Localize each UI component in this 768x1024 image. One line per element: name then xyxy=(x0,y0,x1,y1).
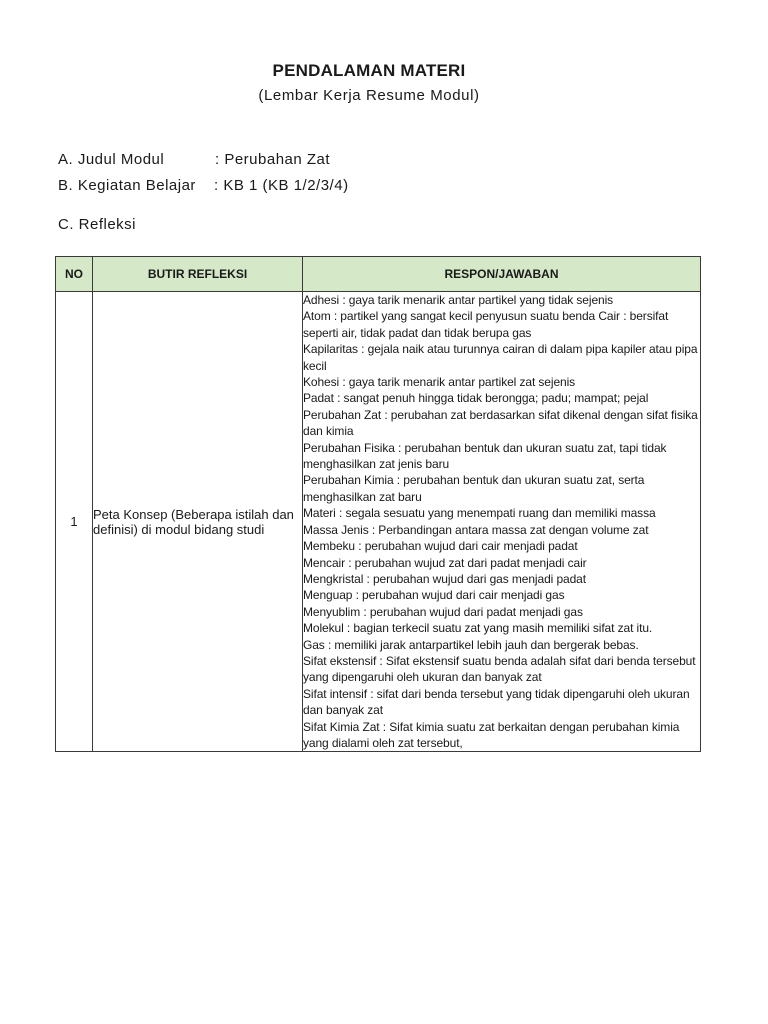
table-row xyxy=(56,292,701,752)
respon-entry: Membeku : perubahan wujud dari cair menjadi padat xyxy=(303,539,578,554)
respon-entry: Mengkristal : perubahan wujud dari gas menjadi padat xyxy=(303,571,586,586)
header-respon-jawaban: RESPON/JAWABAN xyxy=(303,257,701,292)
judul-modul-value: : Perubahan Zat xyxy=(215,151,331,168)
respon-entry: Perubahan Fisika : perubahan bentuk dan ukuran suatu zat, tapi tidak menghasilkan zat jenis baru xyxy=(303,440,667,472)
respon-entry: Padat : sangat penuh hingga tidak berongga; padu; mampat; pejal xyxy=(303,391,649,406)
judul-modul-label: A. Judul Modul xyxy=(58,151,165,168)
header-butir-refleksi: BUTIR REFLEKSI xyxy=(93,257,303,292)
respon-jawaban-cell xyxy=(303,292,701,752)
respon-entry: Sifat intensif : sifat dari benda tersebut yang tidak dipengaruhi oleh ukuran dan banyak zat xyxy=(303,686,690,718)
respon-entry: Materi : segala sesuatu yang menempati ruang dan memiliki massa xyxy=(303,506,656,521)
table-header-row xyxy=(56,257,701,292)
respon-entry: Menyublim : perubahan wujud dari padat menjadi gas xyxy=(303,604,583,619)
kegiatan-belajar-value: : KB 1 (KB 1/2/3/4) xyxy=(214,177,349,194)
respon-entry: Sifat Kimia Zat : Sifat kimia suatu zat berkaitan dengan perubahan kimia yang dialami oleh zat tersebut, xyxy=(303,719,680,750)
respon-entry: Adhesi : gaya tarik menarik antar partikel yang tidak sejenis xyxy=(303,293,614,307)
respon-entry: Molekul : bagian terkecil suatu zat yang masih memiliki sifat zat itu. xyxy=(303,621,653,636)
refleksi-table xyxy=(55,256,701,752)
respon-entry: Mencair : perubahan wujud zat dari padat menjadi cair xyxy=(303,555,587,570)
page-subtitle: (Lembar Kerja Resume Modul) xyxy=(258,87,480,104)
butir-refleksi-cell: Peta Konsep (Beberapa istilah dan definisi) di modul bidang studi xyxy=(93,292,303,752)
header-no: NO xyxy=(56,257,93,292)
respon-entry: Perubahan Kimia : perubahan bentuk dan ukuran suatu zat, serta menghasilkan zat baru xyxy=(303,473,645,504)
respon-entry: Kapilaritas : gejala naik atau turunnya cairan di dalam pipa kapiler atau pipa kecil xyxy=(303,342,698,373)
judul-modul-line xyxy=(58,151,331,168)
page-title: PENDALAMAN MATERI xyxy=(272,61,466,80)
respon-entry: Kohesi : gaya tarik menarik antar partikel zat sejenis xyxy=(303,375,576,390)
kegiatan-belajar-line xyxy=(58,177,349,194)
respon-entry: Menguap : perubahan wujud dari cair menjadi gas xyxy=(303,588,565,603)
respon-entry: Atom : partikel yang sangat kecil penyusun suatu benda Cair : bersifat seperti air, tidak padat dan tidak berupa gas xyxy=(303,309,669,340)
refleksi-line xyxy=(58,216,136,233)
respon-entry: Sifat ekstensif : Sifat ekstensif suatu benda adalah sifat dari benda tersebut yang dipengaruhi oleh ukuran dan banyak zat xyxy=(303,653,696,685)
refleksi-label: C. Refleksi xyxy=(58,216,137,233)
respon-entry: Massa Jenis : Perbandingan antara massa zat dengan volume zat xyxy=(303,522,649,537)
respon-entry: Gas : memiliki jarak antarpartikel lebih jauh dan bergerak bebas. xyxy=(303,637,639,652)
kegiatan-belajar-label: B. Kegiatan Belajar xyxy=(58,177,196,194)
row-number: 1 xyxy=(56,292,93,752)
respon-entry: Perubahan Zat : perubahan zat berdasarkan sifat dikenal dengan sifat fisika dan kimia xyxy=(303,407,698,439)
